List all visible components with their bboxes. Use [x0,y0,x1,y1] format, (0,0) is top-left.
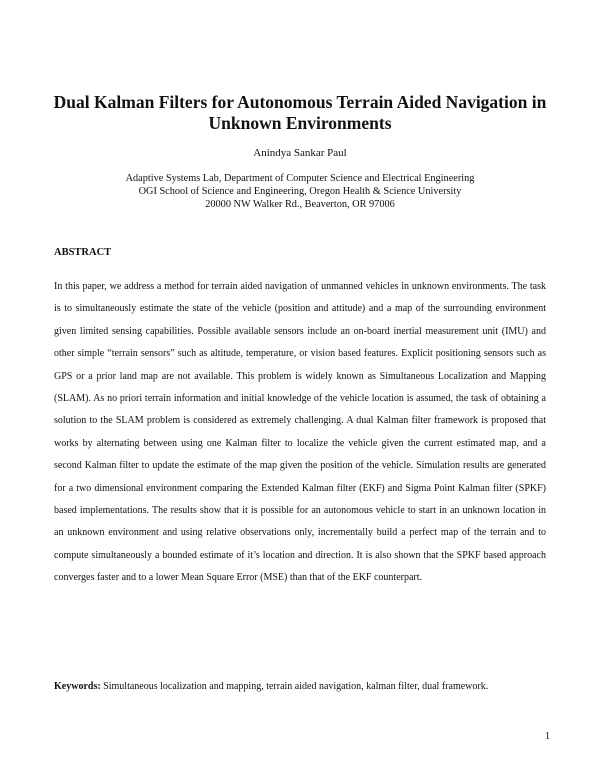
keywords-line [54,680,554,693]
page-number: 1 [545,731,550,742]
keywords-label: Keywords: [54,681,101,692]
author-name: Anindya Sankar Paul [253,147,347,159]
keywords-text: Simultaneous localization and mapping, terrain aided navigation, kalman filter, dual framework. [103,681,489,692]
affiliation-line-lab: Adaptive Systems Lab, Department of Computer Science and Electrical Engineering [125,173,475,184]
abstract-body: In this paper, we address a method for terrain aided navigation of unmanned vehicles in unknown environments. The task is to simultaneously estimate the state of the vehicle (position and attitude) and a map of the surrounding environment given limited sensing capabilities. Possible available sensors include an on-board inertial measurement unit (IMU) and other simple “terrain sensors” such as altitude, temperature, or vision based features. Explicit positioning sensors such as GPS or a prior land map are not available. This problem is widely known as Simultaneous Localization and Mapping (SLAM). As no priori terrain information and initial knowledge of the vehicle location is assumed, the task of obtaining a solution to the SLAM problem is considered as extremely challenging. A dual Kalman filter framework is proposed that works by alternating between using one Kalman filter to localize the vehicle given the current estimated map, and a second Kalman filter to update the estimate of the map given the position of the vehicle. Simulation results are generated for a two dimensional environment comparing the Extended Kalman filter (EKF) and Sigma Point Kalman filter (SPKF) based implementations. The results show that it is possible for an autonomous vehicle to start in an unknown location in an unknown environment and using relative observations only, incrementally build a perfect map of the terrain and to compute simultaneously a bounded estimate of it’s location and direction. It is also shown that the SPKF based approach converges faster and to a lower Mean Square Error (MSE) than that of the EKF counterpart. [54,281,546,584]
affiliation-line-school: OGI School of Science and Engineering, Oregon Health & Science University [138,186,462,197]
abstract-heading: ABSTRACT [54,247,112,258]
paper-title: Dual Kalman Filters for Autonomous Terrain Aided Navigation in Unknown Environments [53,92,547,133]
affiliation-line-address: 20000 NW Walker Rd., Beaverton, OR 97006 [205,199,395,210]
author-affiliation [40,172,560,211]
